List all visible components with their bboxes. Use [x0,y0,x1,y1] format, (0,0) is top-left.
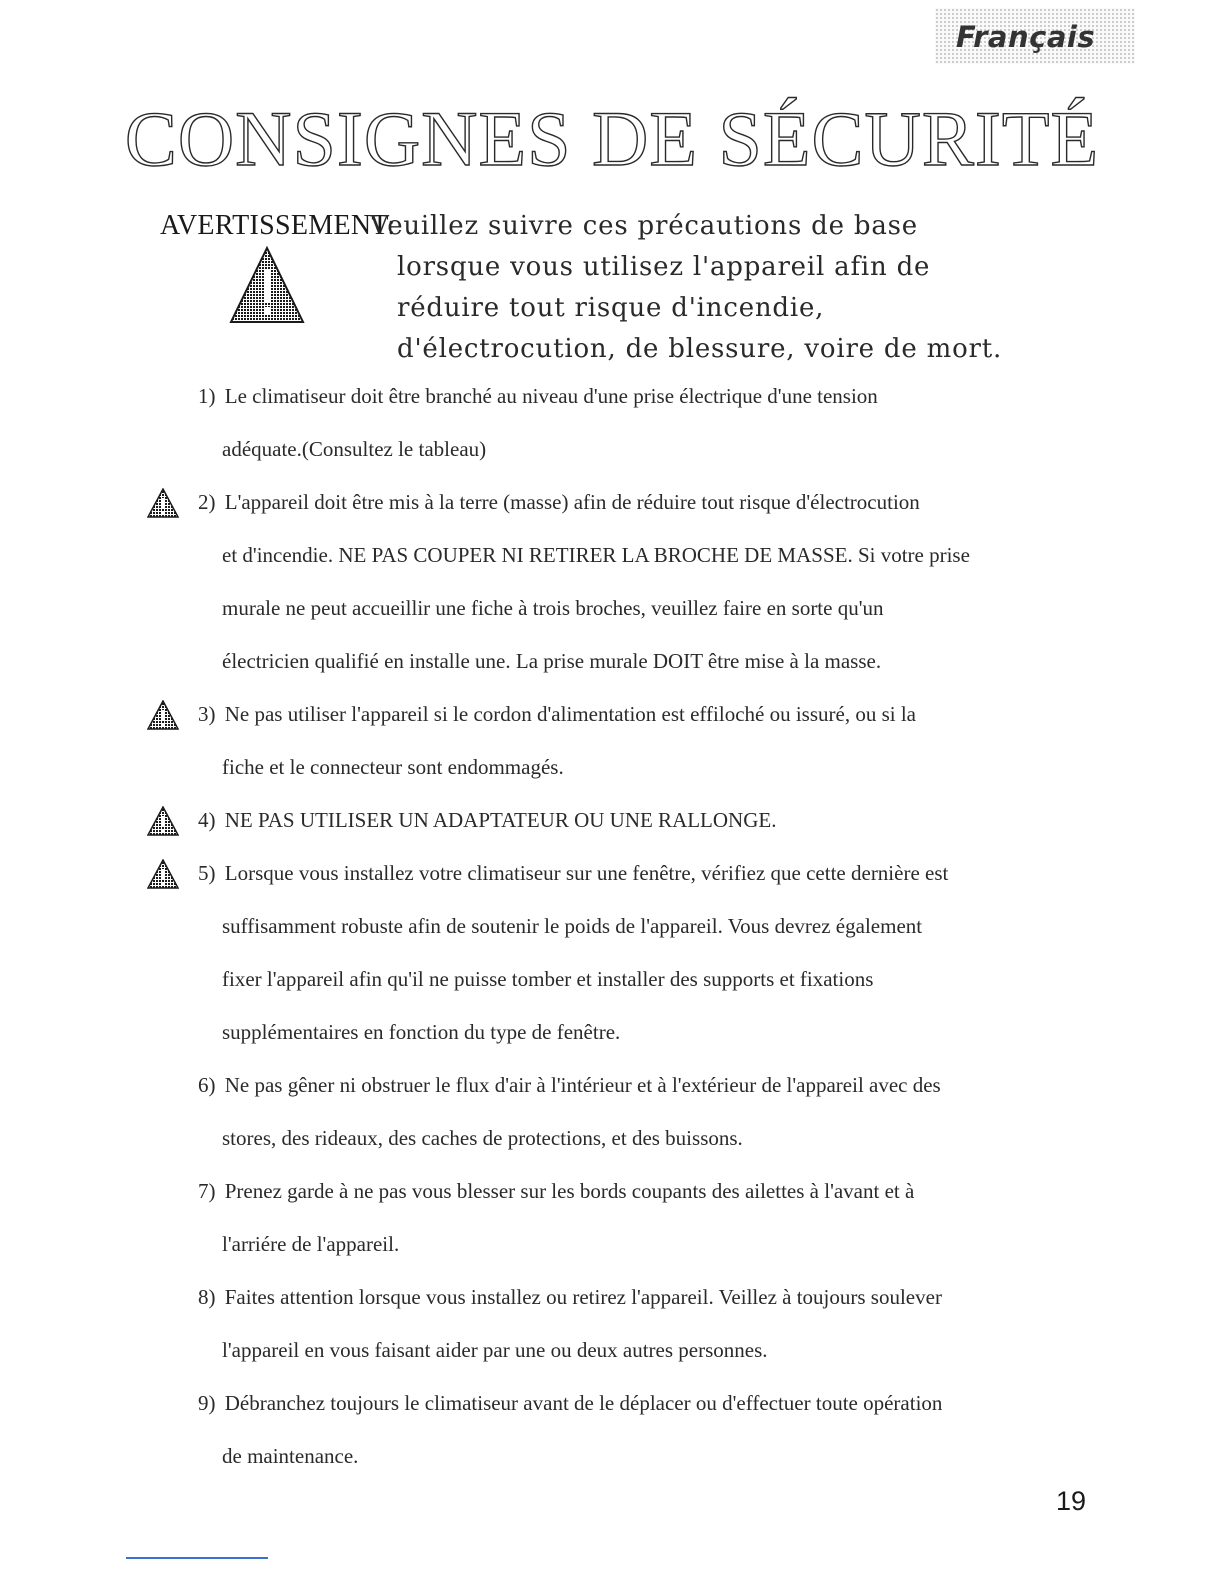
item-line: 7) Prenez garde à ne pas vous blesser sur les bords coupants des ailettes à l'avant et à [198,1179,915,1203]
safety-item [0,370,1224,476]
item-line: l'arriére de l'appareil. [222,1232,400,1256]
safety-item [0,1377,1224,1483]
item-number: 7) [198,1179,216,1203]
safety-item [0,1271,1224,1377]
item-line: 6) Ne pas gêner ni obstruer le flux d'air à l'intérieur et à l'extérieur de l'appareil avec des [198,1073,941,1097]
page-title: CONSIGNES DE SÉCURITÉ [124,95,1100,182]
item-line: 3) Ne pas utiliser l'appareil si le cordon d'alimentation est effiloché ou issuré, ou si la [198,702,916,726]
item-number: 8) [198,1285,216,1309]
item-line: 4) NE PAS UTILISER UN ADAPTATEUR OU UNE RALLONGE. [198,808,777,832]
warning-triangle-icon [147,806,179,836]
warning-text [370,206,1003,370]
warning-triangle-icon [147,859,179,889]
warning-label: AVERTISSEMENT: [160,210,396,241]
item-number: 6) [198,1073,216,1097]
item-line: 5) Lorsque vous installez votre climatiseur sur une fenêtre, vérifiez que cette dernière est [198,861,949,885]
footer-divider [126,1557,268,1559]
item-line: murale ne peut accueillir une fiche à trois broches, veuillez faire en sorte qu'un [222,596,884,620]
item-line: l'appareil en vous faisant aider par une ou deux autres personnes. [222,1338,768,1362]
item-line: fixer l'appareil afin qu'il ne puisse tomber et installer des supports et fixations [222,967,874,991]
warning-triangle-icon [147,700,179,730]
item-line: 8) Faites attention lorsque vous installez ou retirez l'appareil. Veillez à toujours soulever [198,1285,942,1309]
item-line: stores, des rideaux, des caches de protections, et des buissons. [222,1126,743,1150]
safety-item [0,476,1224,688]
item-line: 9) Débranchez toujours le climatiseur avant de le déplacer ou d'effectuer toute opération [198,1391,943,1415]
item-line: électricien qualifié en installe une. La prise murale DOIT être mise à la masse. [222,649,882,673]
safety-item [0,1165,1224,1271]
page-number: 19 [1056,1486,1087,1516]
item-number: 2) [198,490,216,514]
warning-line: réduire tout risque d'incendie, [397,293,825,323]
language-label: Français [956,20,1096,54]
warning-line: d'électrocution, de blessure, voire de mort. [397,334,1003,364]
safety-list [0,370,1224,1483]
item-line: adéquate.(Consultez le tableau) [222,437,487,461]
item-number: 9) [198,1391,216,1415]
item-line: fiche et le connecteur sont endommagés. [222,755,564,779]
item-number: 4) [198,808,216,832]
warning-triangle-icon [147,488,179,518]
warning-line: lorsque vous utilisez l'appareil afin de [397,252,931,282]
item-line: suffisamment robuste afin de soutenir le poids de l'appareil. Vous devrez également [222,914,923,938]
safety-item [0,847,1224,1059]
item-number: 5) [198,861,216,885]
item-line: supplémentaires en fonction du type de fenêtre. [222,1020,621,1044]
item-line: et d'incendie. NE PAS COUPER NI RETIRER LA BROCHE DE MASSE. Si votre prise [222,543,970,567]
warning-triangle-icon [229,246,305,324]
safety-item [0,1059,1224,1165]
item-number: 3) [198,702,216,726]
item-line: 2) L'appareil doit être mis à la terre (masse) afin de réduire tout risque d'électrocution [198,490,920,514]
item-line: de maintenance. [222,1444,359,1468]
item-number: 1) [198,384,216,408]
item-line: 1) Le climatiseur doit être branché au niveau d'une prise électrique d'une tension [198,384,878,408]
safety-item [0,688,1224,794]
safety-item [0,794,1224,847]
warning-line: Veuillez suivre ces précautions de base [370,211,918,241]
